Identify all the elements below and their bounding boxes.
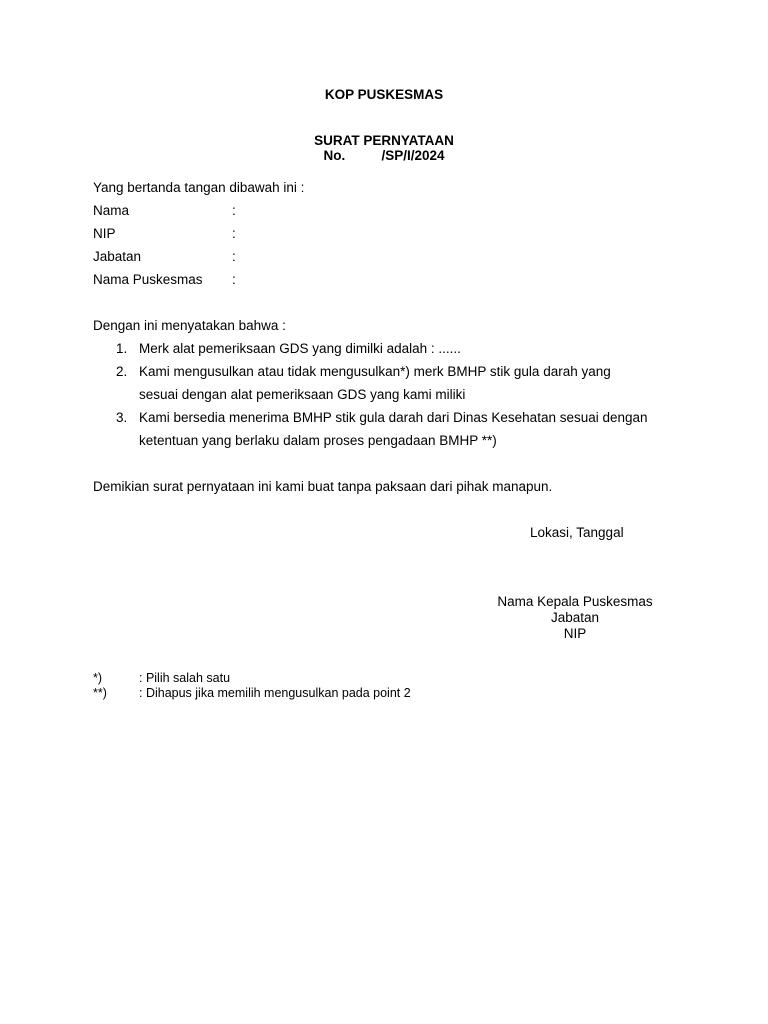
list-item-number: 1. bbox=[116, 341, 128, 356]
signatory-name: Nama Kepala Puskesmas bbox=[497, 594, 653, 609]
list-item-text: ketentuan yang berlaku dalam proses pengadaan BMHP **) bbox=[139, 433, 497, 448]
list-item-text: Kami mengusulkan atau tidak mengusulkan*) merk BMHP stik gula darah yang bbox=[139, 364, 611, 379]
footnote-text: : Pilih salah satu bbox=[139, 671, 231, 685]
field-label-nip: NIP bbox=[93, 226, 116, 241]
field-colon: : bbox=[232, 249, 236, 264]
letterhead-placeholder: KOP PUSKESMAS bbox=[324, 87, 444, 102]
footnote-mark: **) bbox=[93, 686, 107, 700]
statement-intro: Dengan ini menyatakan bahwa : bbox=[93, 318, 286, 333]
closing-statement: Demikian surat pernyataan ini kami buat tanpa paksaan dari pihak manapun. bbox=[93, 479, 553, 494]
list-item-number: 3. bbox=[116, 410, 128, 425]
number-suffix: /SP/I/2024 bbox=[381, 148, 445, 163]
place-date: Lokasi, Tanggal bbox=[530, 525, 624, 540]
list-item-text: Merk alat pemeriksaan GDS yang dimilki adalah : ...... bbox=[139, 341, 461, 356]
document-number bbox=[0, 148, 768, 163]
number-prefix: No. bbox=[323, 148, 346, 163]
field-label-nama: Nama bbox=[93, 203, 130, 218]
signatory-nip: NIP bbox=[563, 626, 587, 641]
intro-text: Yang bertanda tangan dibawah ini : bbox=[93, 180, 305, 195]
signatory-position: Jabatan bbox=[550, 610, 600, 625]
list-item-number: 2. bbox=[116, 364, 128, 379]
list-item-text: Kami bersedia menerima BMHP stik gula darah dari Dinas Kesehatan sesuai dengan bbox=[139, 410, 648, 425]
field-colon: : bbox=[232, 226, 236, 241]
list-item-text: sesuai dengan alat pemeriksaan GDS yang kami miliki bbox=[139, 387, 466, 402]
footnote-mark: *) bbox=[93, 671, 103, 685]
field-label-nama-puskesmas: Nama Puskesmas bbox=[93, 272, 203, 287]
field-colon: : bbox=[232, 272, 236, 287]
field-label-jabatan: Jabatan bbox=[93, 249, 142, 264]
footnote-text: : Dihapus jika memilih mengusulkan pada point 2 bbox=[139, 686, 411, 700]
document-title: SURAT PERNYATAAN bbox=[314, 133, 454, 148]
field-colon: : bbox=[232, 203, 236, 218]
